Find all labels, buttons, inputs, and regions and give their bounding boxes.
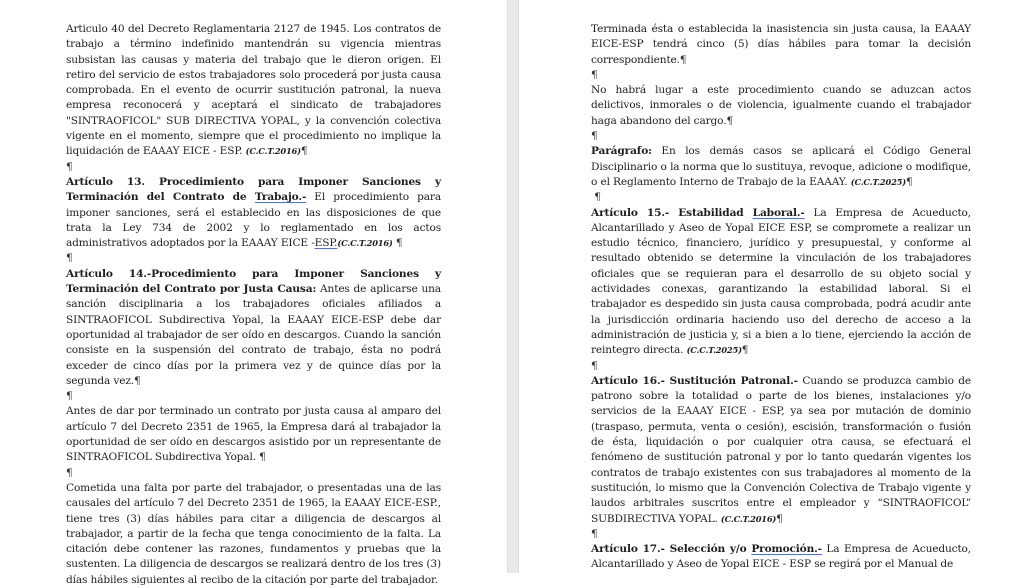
underlined-text: ESP. [314,237,338,250]
paragraph-text: Antes de aplicarse una sanción disciplinaria a los trabajadores oficiales afiliados a SINTRAOFICOL Subdirectiva Yopal, la EAAAY EICE-ESP debe dar oportunidad al trabajador de ser oído en descargos. Cuando la sanción consiste en la suspensión del contrato de trabajo, ésta no podrá exceder de cinco días por la primera vez y de quince días por la segunda vez. [66,283,441,387]
pilcrow-mark: ¶ [679,53,687,66]
article-heading: Artículo 13. Procedimiento para Imponer Sanciones y Terminación del Contrato de [66,175,441,204]
reference-tag: (C.C.T.2016) [245,146,301,157]
empty-paragraph [591,359,971,374]
paragraph-text: La Empresa de Acueducto, Alcantarillado y Aseo de Yopal EICE ESP, se compromete a realizar un estudio técnico, financiero, jurídico y presupuestal, y conforme al resultado obtenido se determine la vinculación de los trabajadores oficiales que se requieran para el desarrollo de su objeto social y actividades conexas, garantizando la estabilidad laboral. Si el trabajador es despedido sin justa causa comprobada, podrá acudir ante la jurisdicción ordinaria haciendo uso del derecho de acceso a la administración de justicia y, si a bien a lo tiene, ejerciendo la acción de reintegro directa. [591,206,971,357]
pilcrow-mark: ¶ [395,237,403,250]
pilcrow-mark: ¶ [594,191,601,204]
empty-paragraph [66,251,441,266]
paragrafo-heading: Parágrafo: [591,145,652,158]
paragraph-terminada [591,22,971,68]
pilcrow-mark: ¶ [905,175,913,188]
empty-paragraph [66,389,441,404]
article-heading-underlined: Laboral.- [752,206,805,219]
pilcrow-mark: ¶ [259,451,266,464]
reference-tag: (C.C.T.2025) [686,345,742,356]
article-heading: Artículo 17.- Selección y/o [591,543,752,556]
paragraph-articulo-40 [66,22,441,160]
page-body[interactable] [66,22,441,588]
paragraph-text: En los demás casos se aplicará el Código General Disciplinario o la norma que lo sustituya, revoque, adicione o modifique, o el Reglamento Interno de Trabajo de la EAAAY. [591,145,971,188]
article-heading: Artículo 16.- Sustitución Patronal.- [591,374,798,387]
paragraph-text: Cuando se produzca cambio de patrono sobre la totalidad o parte de los bienes, instalaciones y/o servicios de la EAAAY EICE - ESP, ya sea por mutación de dominio (traspaso, permuta, venta o cesión), escisión, transformación o fusión de ésta, liquidación o por cualquier otra causa, se efectuará el fenómeno de sustitución patronal y por lo tanto quedarán vigentes los contratos de trabajo existentes con sus trabajadores al momento de la sustitución, lo mismo que la Convención Colectiva de Trabajo vigente y laudos arbitrales suscritos entre el empleador y “SINTRAOFICOL” SUBDIRECTIVA YOPAL. [591,374,971,525]
pilcrow-mark: ¶ [66,160,73,173]
paragraph-antes-de-dar [66,404,441,465]
pilcrow-mark: ¶ [591,359,598,372]
paragraph-text: Terminada ésta o establecida la inasistencia sin justa causa, la EAAAY EICE-ESP tendrá cinco (5) días hábiles para tomar la decisión correspondiente. [591,23,971,66]
paragraph-cometida [66,481,441,588]
reference-tag: (C.C.T.2016) [720,513,777,524]
article-heading: Artículo 14.-Procedimiento para Imponer Sanciones y Terminación del Contrato por Justa Causa: [66,267,441,296]
pilcrow-mark: ¶ [591,130,598,143]
paragraph-text: Cometida una falta por parte del trabajador, o presentadas una de las causales del artículo 7 del Decreto 2351 de 1965, la EAAAY EICE-ESP., tiene tres (3) días hábiles para citar a diligencia de descargos al trabajador, a partir de la fecha que tenga conocimiento de la falta. La citación debe contener las razones, fundamentos y pruebas que la sustenten. La diligencia de descargos se realizará dentro de los tres (3) días hábiles siguientes al recibo de la citación por parte del trabajador. [66,481,441,586]
empty-paragraph [591,190,971,205]
pilcrow-mark: ¶ [66,390,73,403]
pilcrow-mark: ¶ [776,512,783,525]
paragraph-paragrafo [591,144,971,190]
document-page-right[interactable] [519,0,1024,573]
pilcrow-mark: ¶ [66,466,73,479]
pilcrow-mark: ¶ [134,374,141,387]
article-heading-underlined: Promoción.- [751,543,822,556]
paragraph-articulo-17 [591,542,971,573]
pilcrow-mark: ¶ [591,527,598,540]
pilcrow-mark: ¶ [66,252,73,265]
paragraph-articulo-16 [591,374,971,527]
paragraph-articulo-14 [66,267,441,389]
article-heading-underlined: Trabajo.- [254,191,307,204]
pilcrow-mark: ¶ [741,344,749,357]
paragraph-articulo-15 [591,206,971,359]
document-page-left[interactable] [0,0,507,586]
paragraph-text: La Empresa de Acueducto, Alcantarillado y Aseo de Yopal EICE - ESP se regirá por el Manual de [591,543,971,571]
page-gap [507,0,519,573]
empty-paragraph [591,527,971,542]
paragraph-text: El procedimiento para imponer sanciones, será el establecido en las disposiciones de que trata la Ley 734 de 2002 y lo reglamentado en los actos administrativos adoptados por la EAAAY EICE - [66,191,441,250]
article-heading: Artículo 15.- Estabilidad [591,206,753,219]
pilcrow-mark: ¶ [300,145,308,158]
reference-tag: (C.C.T.2016) [337,238,393,249]
pilcrow-mark: ¶ [591,68,598,81]
paragraph-text: Articulo 40 del Decreto Reglamentaria 2127 de 1945. Los contratos de trabajo a término indefinido mantendrán su vigencia mientras subsistan las causas y materia del trabajo que le dieron origen. El retiro del servicio de estos trabajadores solo procederá por justa causa comprobada. En el evento de ocurrir sustitución patronal, la nueva empresa reconocerá y aceptará el sindicato de trabajadores "SINTRAOFICOL" SUB DIRECTIVA YOPAL, y la convención colectiva vigente en el momento, siempre que el procedimiento no implique la liquidación de EAAAY EICE - ESP. [66,23,441,158]
paragraph-articulo-13 [66,175,441,251]
paragraph-no-habra [591,83,971,129]
empty-paragraph [591,68,971,83]
pilcrow-mark: ¶ [726,114,734,127]
reference-tag: (C.C.T.2025) [850,176,906,187]
paragraph-text: No habrá lugar a este procedimiento cuando se aduzcan actos delictivos, inmorales o de violencia, igualmente cuando el trabajador haga abandono del cargo. [591,84,971,127]
empty-paragraph [591,129,971,144]
page-body[interactable] [591,22,971,573]
empty-paragraph [66,466,441,481]
paragraph-text: Antes de dar por terminado un contrato por justa causa al amparo del artículo 7 del Decreto 2351 de 1965, la Empresa dará al trabajador la oportunidad de ser oído en descargos asistido por un representante de SINTRAOFICOL Subdirectiva Yopal. [66,405,441,464]
empty-paragraph [66,160,441,175]
